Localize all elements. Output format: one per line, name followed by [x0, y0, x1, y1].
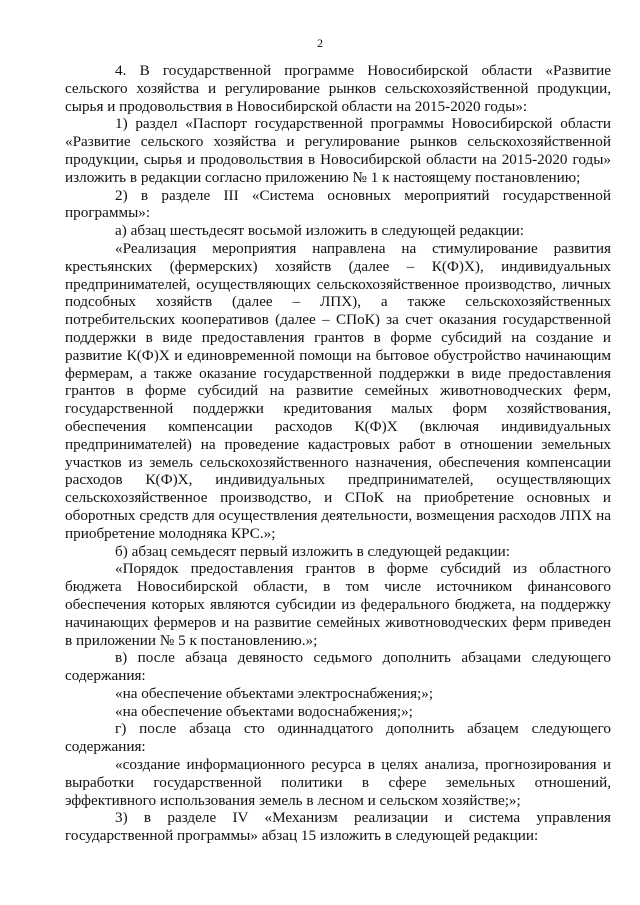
paragraph-quote-information-resource: «создание информационного ресурса в целях анализа, прогнозирования и выработки государственной политики в сфере земельных отношений, эффективного использования земель в лесном и сельском хозяйстве;»;	[65, 756, 611, 809]
document-body	[65, 62, 611, 845]
paragraph-point-b: б) абзац семьдесят первый изложить в следующей редакции:	[115, 542, 511, 560]
paragraph-quote-implementation: «Реализация мероприятия направлена на стимулирование развития крестьянских (фермерских) хозяйств (далее – К(Ф)Х), индивидуальных предпринимателей, осуществляющих сельскохозяйственное производство, личных подсобных хозяйств (далее – ЛПХ), а также сельскохозяйственных потребительских кооперативов (далее – СПоК) за счет оказания государственной поддержки в виде предоставления грантов в форме субсидий на создание и развитие К(Ф)Х и единовременной помощи на бытовое обустройство начинающим фермерам, а также оказание государственной поддержки в виде предоставления грантов в форме субсидий на развитие семейных животноводческих ферм, государственной поддержки кредитования малых форм хозяйствования, обеспечения компенсации расходов К(Ф)Х (включая индивидуальных предпринимателей) на проведение кадастровых работ в отношении земельных участков из земель сельскохозяйственного назначения, обеспечения компенсации расходов К(Ф)Х, индивидуальных предпринимателей, осуществляющих сельскохозяйственное производство, и СПоК на приобретение основных и оборотных средств для осуществления деятельности, возмещения расходов ЛПХ на приобретение молодняка КРС.»;	[65, 239, 611, 542]
page-number: 2	[317, 36, 323, 50]
paragraph-subitem-2: 2) в разделе III «Система основных мероприятий государственной программы»:	[65, 186, 611, 222]
paragraph-quote-grants: «Порядок предоставления грантов в форме субсидий из областного бюджета Новосибирской области, в том числе источником финансового обеспечения которых являются субсидии из федерального бюджета, на поддержку начинающих фермеров и на развитие семейных животноводческих ферм приведен в приложении № 5 к постановлению.»;	[65, 560, 611, 649]
paragraph-subitem-1: 1) раздел «Паспорт государственной программы Новосибирской области «Развитие сельского хозяйства и регулирование рынков сельскохозяйственной продукции, сырья и продовольствия в Новосибирской области на 2015-2020 годы» изложить в редакции согласно приложению № 1 к настоящему постановлению;	[65, 115, 611, 186]
paragraph-point-g: г) после абзаца сто одиннадцатого дополнить абзацем следующего содержания:	[65, 720, 611, 756]
paragraph-point-v: в) после абзаца девяносто седьмого дополнить абзацами следующего содержания:	[65, 649, 611, 685]
paragraph-quote-water: «на обеспечение объектами водоснабжения;»;	[115, 702, 413, 720]
paragraph-item-4: 4. В государственной программе Новосибирской области «Развитие сельского хозяйства и регулирование рынков сельскохозяйственной продукции, сырья и продовольствия в Новосибирской области на 2015-2020 годы»:	[65, 62, 611, 115]
paragraph-point-a: а) абзац шестьдесят восьмой изложить в следующей редакции:	[115, 222, 525, 240]
paragraph-quote-electricity: «на обеспечение объектами электроснабжения;»;	[115, 684, 434, 702]
paragraph-subitem-3: 3) в разделе IV «Механизм реализации и система управления государственной программы» абзац 15 изложить в следующей редакции:	[65, 809, 611, 845]
